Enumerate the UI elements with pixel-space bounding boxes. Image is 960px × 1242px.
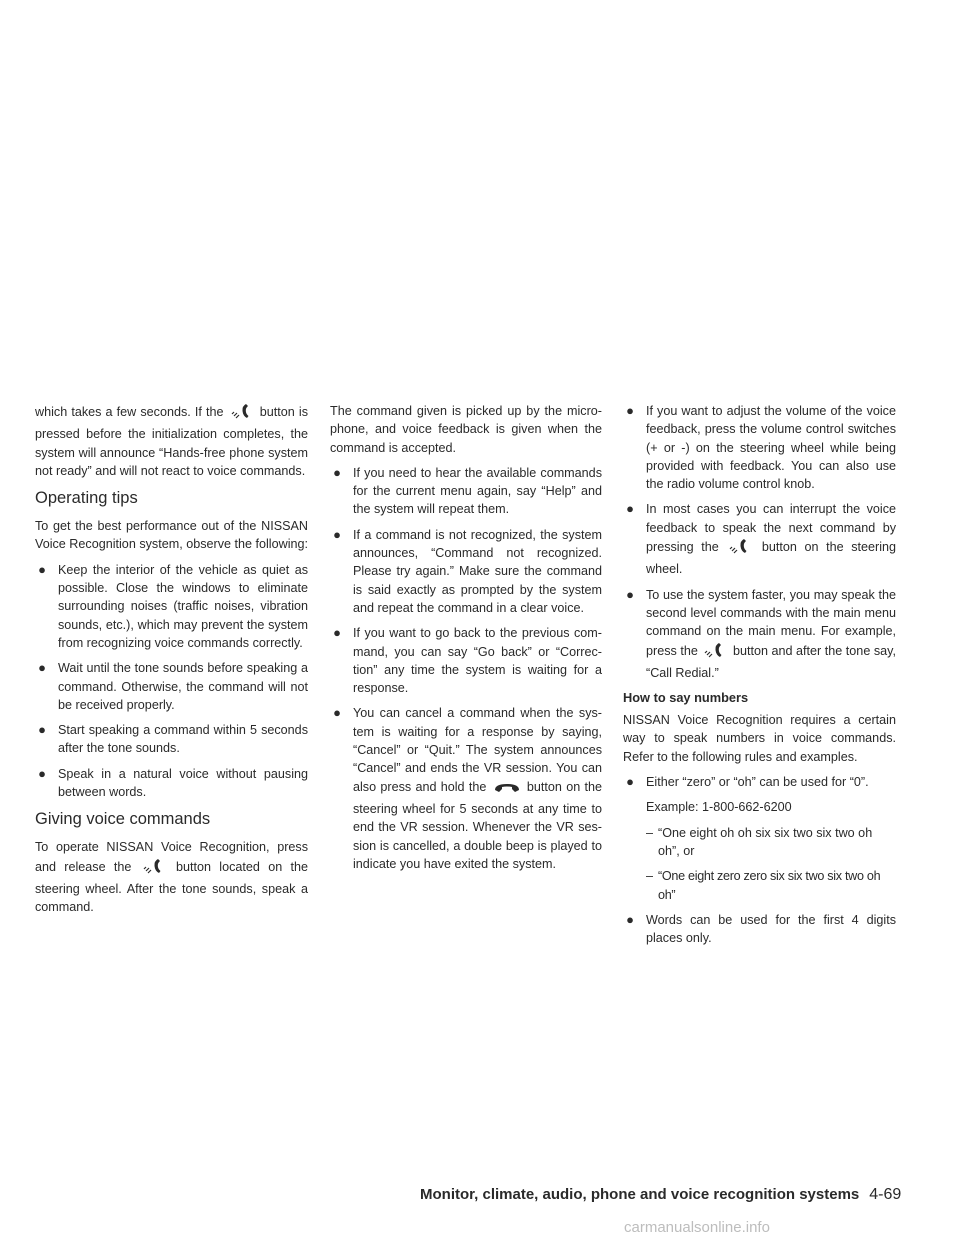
list-item-text: button on the steering wheel. bbox=[646, 540, 896, 577]
list-item-text: button on the steering wheel for 5 seconds at any time to end the VR session. Whenever the VR ses-sion is cancelled, a double beep is played to indicate you have exited the system. bbox=[353, 779, 602, 871]
list-item-text: If you need to hear the available commands for the current menu again, say “Help” and the system will repeat them. bbox=[353, 465, 602, 517]
list-item bbox=[330, 704, 602, 873]
bullet: ● bbox=[626, 586, 634, 602]
list-item bbox=[330, 464, 602, 519]
list-item-text: Speak in a natural voice without pausing between words. bbox=[58, 766, 308, 800]
operating-tips-intro: To get the best performance out of the NISSAN Voice Recognition system, observe the following: bbox=[35, 519, 309, 552]
giving-commands-paragraph bbox=[35, 838, 308, 916]
page-footer bbox=[420, 1186, 902, 1204]
numbers-rules-list bbox=[623, 773, 896, 791]
phone-talk-icon bbox=[142, 857, 166, 880]
column-middle bbox=[330, 402, 602, 880]
list-item-text: You can cancel a command when the sys-tem is waiting for a response by saying, “Cancel” or “Quit.” The system announces “Cancel” and ends the VR session. You can also press and hold the bbox=[353, 706, 602, 794]
text-fragment: which takes a few seconds. If the bbox=[35, 405, 224, 419]
text-fragment: button located on the steering wheel. After the tone sounds, speak a command. bbox=[35, 859, 309, 915]
bullet: ● bbox=[38, 765, 46, 781]
command-feedback-paragraph: The command given is picked up by the micro-phone, and voice feedback is given when the command is accepted. bbox=[330, 404, 602, 455]
list-item-text: Wait until the tone sounds before speaking a command. Otherwise, the command will not be received properly. bbox=[58, 661, 308, 712]
list-item-text: Words can be used for the first 4 digits places only. bbox=[646, 912, 896, 946]
dash: – bbox=[646, 825, 654, 840]
list-item bbox=[646, 867, 896, 904]
heading-how-to-say-numbers: How to say numbers bbox=[623, 690, 749, 706]
list-item bbox=[623, 586, 896, 682]
list-item-text: If you want to adjust the volume of the voice feedback, press the volume control switches (+ or -) on the steering wheel while being provided with feedback. You can also use the radio volume control knob. bbox=[646, 404, 896, 492]
page-number: 4-69 bbox=[869, 1186, 902, 1203]
list-item bbox=[623, 911, 896, 948]
list-item bbox=[646, 824, 896, 861]
list-item bbox=[35, 765, 308, 802]
list-item-text: If you want to go back to the previous com-mand, you can say “Go back” or “Correc-tion” any time the system is waiting for a response. bbox=[353, 626, 602, 696]
list-item-text: If a command is not recognized, the system announces, “Command not recognized. Please try again.” Make sure the command is said exactly as prompted by the system and repeat the command in a clear voice. bbox=[353, 527, 602, 615]
list-item bbox=[623, 500, 896, 578]
text-fragment: To operate NISSAN Voice Recognition, press and release the bbox=[35, 840, 308, 874]
dash: – bbox=[646, 869, 653, 884]
list-item-text: “One eight oh oh six six two six two oh oh”, or bbox=[658, 825, 873, 858]
operating-tips-list bbox=[35, 561, 308, 802]
bullet: ● bbox=[626, 911, 634, 927]
bullet: ● bbox=[333, 464, 341, 480]
bullet: ● bbox=[38, 660, 46, 676]
bullet: ● bbox=[333, 526, 341, 542]
phone-talk-icon bbox=[728, 537, 752, 560]
intro-paragraph bbox=[35, 402, 308, 480]
heading-giving-voice-commands: Giving voice commands bbox=[35, 810, 211, 829]
list-item-text: “One eight zero zero six six two six two oh oh” bbox=[658, 869, 881, 902]
list-item bbox=[35, 561, 308, 652]
phone-hangup-icon bbox=[493, 781, 521, 800]
watermark: carmanualsonline.info bbox=[624, 1219, 770, 1236]
numbers-rules-list-2 bbox=[623, 911, 896, 948]
bullet: ● bbox=[333, 625, 341, 641]
list-item-text: Start speaking a command within 5 seconds after the tone sounds. bbox=[58, 723, 308, 756]
text-fragment: button is pressed before the initialization completes, the system will announce “Hands-free phone system not ready” and will not react to voice commands. bbox=[35, 405, 309, 478]
phone-talk-icon bbox=[230, 402, 254, 425]
list-item-text: Either “zero” or “oh” can be used for “0”. bbox=[646, 775, 869, 790]
list-item bbox=[330, 624, 602, 697]
footer-section-title: Monitor, climate, audio, phone and voice recognition systems bbox=[420, 1186, 860, 1203]
bullet: ● bbox=[38, 722, 46, 738]
bullet: ● bbox=[626, 774, 634, 790]
example-variants-list bbox=[623, 824, 896, 904]
feedback-tips-list bbox=[623, 402, 896, 682]
list-item bbox=[35, 721, 308, 758]
list-item-text: Keep the interior of the vehicle as quiet as possible. Close the windows to eliminate surrounding noises (traffic noises, vibration sounds, etc.), which may prevent the system from recognizing voice commands correctly. bbox=[58, 562, 308, 650]
list-item-text: In most cases you can interrupt the voice feedback to speak the next command by pressing the bbox=[646, 502, 896, 555]
list-item-text: button and after the tone say, “Call Redial.” bbox=[646, 643, 897, 680]
heading-operating-tips: Operating tips bbox=[35, 489, 138, 508]
bullet: ● bbox=[626, 403, 634, 418]
bullet: ● bbox=[333, 705, 341, 721]
numbers-intro: NISSAN Voice Recognition requires a certain way to speak numbers in voice commands. Refer to the following rules and examples. bbox=[623, 713, 896, 764]
list-item bbox=[623, 773, 896, 791]
list-item-text: To use the system faster, you may speak the second level commands with the main menu command on the main menu. For example, press the bbox=[646, 587, 896, 658]
column-left bbox=[35, 402, 308, 924]
bullet: ● bbox=[626, 501, 634, 517]
list-item bbox=[330, 526, 602, 617]
list-item bbox=[35, 659, 308, 714]
number-example: Example: 1-800-662-6200 bbox=[646, 800, 792, 815]
list-item bbox=[623, 402, 896, 493]
column-right bbox=[623, 402, 896, 954]
command-tips-list bbox=[330, 464, 602, 873]
bullet: ● bbox=[38, 561, 46, 577]
phone-talk-icon bbox=[703, 641, 727, 664]
